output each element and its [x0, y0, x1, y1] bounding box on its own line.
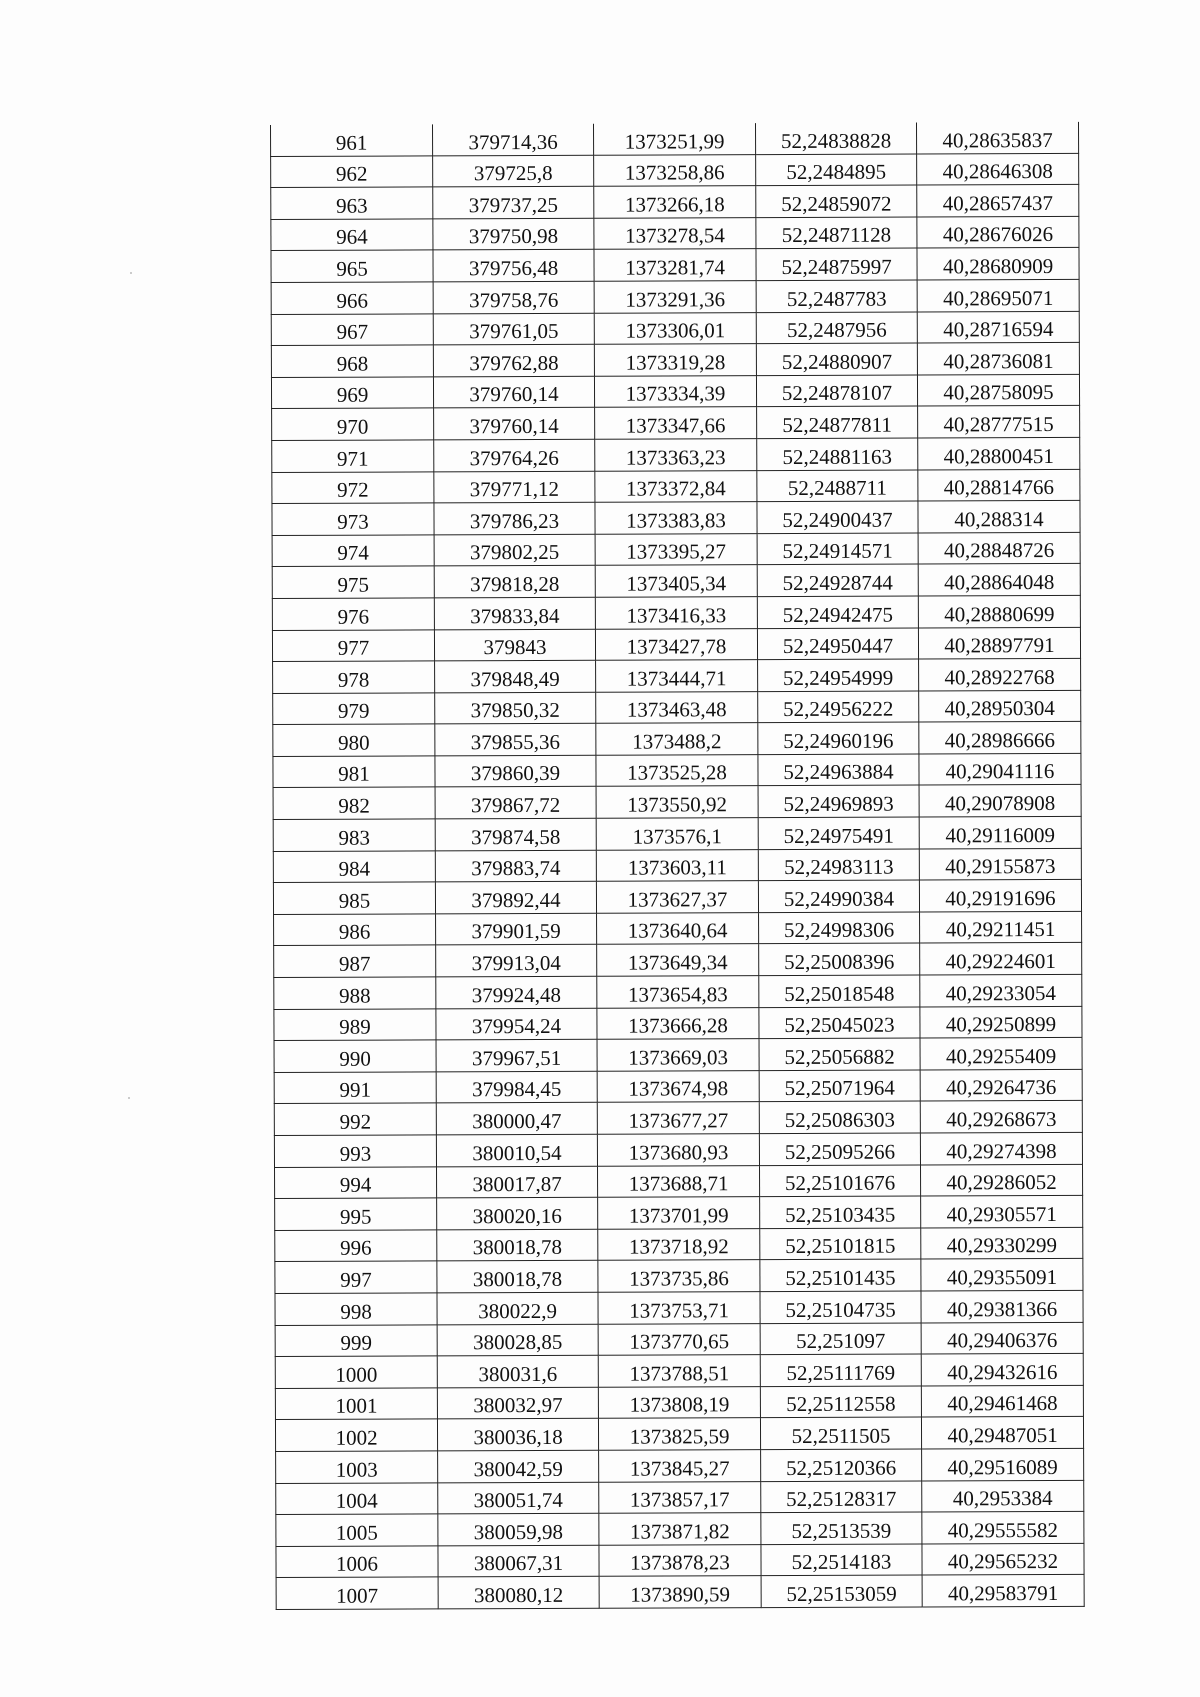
x-coordinate-cell: 379833,84 — [434, 597, 595, 629]
point-number-cell: 981 — [273, 756, 435, 788]
table-row — [274, 1006, 1082, 1041]
latitude-cell: 52,24914571 — [757, 533, 918, 565]
point-number-cell: 983 — [273, 819, 435, 851]
table-row — [275, 1417, 1083, 1452]
point-number-cell: 978 — [273, 661, 435, 693]
latitude-cell: 52,25153059 — [761, 1575, 922, 1607]
longitude-cell: 40,28864048 — [918, 564, 1080, 596]
point-number-cell: 979 — [273, 693, 435, 725]
table-row — [274, 943, 1082, 978]
point-number-cell: 976 — [272, 598, 434, 630]
y-coordinate-cell: 1373649,34 — [597, 944, 759, 976]
point-number-cell: 966 — [271, 282, 433, 314]
x-coordinate-cell: 380017,87 — [437, 1166, 598, 1198]
table-row — [273, 722, 1081, 757]
table-row — [274, 1069, 1082, 1104]
y-coordinate-cell: 1373669,03 — [597, 1039, 759, 1071]
longitude-cell: 40,29381366 — [921, 1290, 1083, 1322]
latitude-cell: 52,2484895 — [756, 154, 917, 186]
y-coordinate-cell: 1373688,71 — [597, 1165, 759, 1197]
table-row — [275, 1164, 1083, 1199]
point-number-cell: 963 — [271, 187, 433, 219]
longitude-cell: 40,29305571 — [921, 1196, 1083, 1228]
y-coordinate-cell: 1373291,36 — [594, 281, 756, 313]
point-number-cell: 1001 — [275, 1388, 437, 1420]
table-row — [275, 1290, 1083, 1325]
longitude-cell: 40,28635837 — [916, 122, 1078, 154]
point-number-cell: 998 — [275, 1293, 437, 1325]
longitude-cell: 40,29078908 — [919, 785, 1081, 817]
x-coordinate-cell: 379954,24 — [436, 1008, 597, 1040]
table-row — [275, 1196, 1083, 1231]
longitude-cell: 40,288314 — [918, 501, 1080, 533]
x-coordinate-cell: 379714,36 — [432, 124, 593, 156]
x-coordinate-cell: 380022,9 — [437, 1292, 598, 1324]
latitude-cell: 52,251097 — [760, 1323, 921, 1355]
coordinates-table — [270, 122, 1085, 1610]
table-row — [271, 153, 1079, 188]
y-coordinate-cell: 1373677,27 — [597, 1102, 759, 1134]
latitude-cell: 52,25103435 — [760, 1196, 921, 1228]
y-coordinate-cell: 1373550,92 — [596, 786, 758, 818]
x-coordinate-cell: 379901,59 — [436, 913, 597, 945]
table-row — [275, 1385, 1083, 1420]
longitude-cell: 40,28646308 — [917, 153, 1079, 185]
table-row — [273, 690, 1081, 725]
x-coordinate-cell: 379760,14 — [434, 408, 595, 440]
latitude-cell: 52,25056882 — [759, 1038, 920, 1070]
longitude-cell: 40,29286052 — [920, 1164, 1082, 1196]
y-coordinate-cell: 1373488,2 — [596, 723, 758, 755]
x-coordinate-cell: 380032,97 — [437, 1387, 598, 1419]
y-coordinate-cell: 1373674,98 — [597, 1070, 759, 1102]
latitude-cell: 52,24859072 — [756, 185, 917, 217]
point-number-cell: 1003 — [276, 1451, 438, 1483]
y-coordinate-cell: 1373525,28 — [596, 755, 758, 787]
x-coordinate-cell: 379883,74 — [435, 850, 596, 882]
y-coordinate-cell: 1373266,18 — [594, 186, 756, 218]
y-coordinate-cell: 1373845,27 — [599, 1450, 761, 1482]
x-coordinate-cell: 379771,12 — [434, 471, 595, 503]
point-number-cell: 967 — [271, 313, 433, 345]
table-row — [271, 185, 1079, 220]
x-coordinate-cell: 380067,31 — [438, 1545, 599, 1577]
table-row — [274, 1132, 1082, 1167]
point-number-cell: 975 — [272, 566, 434, 598]
longitude-cell: 40,28880699 — [918, 595, 1080, 627]
y-coordinate-cell: 1373576,1 — [596, 818, 758, 850]
table-row — [272, 532, 1080, 567]
point-number-cell: 964 — [271, 219, 433, 251]
x-coordinate-cell: 379758,76 — [433, 281, 594, 313]
longitude-cell: 40,29461468 — [921, 1385, 1083, 1417]
table-row — [274, 1038, 1082, 1073]
y-coordinate-cell: 1373395,27 — [595, 533, 757, 565]
longitude-cell: 40,29116009 — [919, 816, 1081, 848]
x-coordinate-cell: 379750,98 — [433, 218, 594, 250]
latitude-cell: 52,24838828 — [755, 123, 916, 155]
point-number-cell: 993 — [274, 1135, 436, 1167]
table-row — [273, 816, 1081, 851]
point-number-cell: 1002 — [275, 1419, 437, 1451]
table-row — [272, 437, 1080, 472]
longitude-cell: 40,29274398 — [920, 1132, 1082, 1164]
table-row — [273, 753, 1081, 788]
latitude-cell: 52,25101676 — [759, 1165, 920, 1197]
x-coordinate-cell: 380020,16 — [437, 1197, 598, 1229]
x-coordinate-cell: 379737,25 — [433, 186, 594, 218]
latitude-cell: 52,24998306 — [759, 912, 920, 944]
y-coordinate-cell: 1373654,83 — [597, 976, 759, 1008]
longitude-cell: 40,28676026 — [917, 216, 1079, 248]
longitude-cell: 40,28986666 — [919, 722, 1081, 754]
x-coordinate-cell: 380036,18 — [437, 1419, 598, 1451]
y-coordinate-cell: 1373383,83 — [595, 502, 757, 534]
y-coordinate-cell: 1373627,37 — [596, 881, 758, 913]
longitude-cell: 40,29041116 — [919, 753, 1081, 785]
latitude-cell: 52,24956222 — [758, 691, 919, 723]
table-row — [275, 1322, 1083, 1357]
longitude-cell: 40,28950304 — [919, 690, 1081, 722]
table-row — [272, 595, 1080, 630]
latitude-cell: 52,24928744 — [757, 564, 918, 596]
latitude-cell: 52,24900437 — [757, 501, 918, 533]
longitude-cell: 40,29555582 — [922, 1512, 1084, 1544]
y-coordinate-cell: 1373427,78 — [595, 628, 757, 660]
y-coordinate-cell: 1373718,92 — [598, 1228, 760, 1260]
x-coordinate-cell: 380000,47 — [436, 1103, 597, 1135]
point-number-cell: 968 — [271, 345, 433, 377]
x-coordinate-cell: 379867,72 — [435, 787, 596, 819]
x-coordinate-cell: 380028,85 — [437, 1324, 598, 1356]
latitude-cell: 52,25101815 — [760, 1228, 921, 1260]
point-number-cell: 999 — [275, 1324, 437, 1356]
longitude-cell: 40,28736081 — [917, 343, 1079, 375]
x-coordinate-cell: 379818,28 — [434, 566, 595, 598]
x-coordinate-cell: 379802,25 — [434, 534, 595, 566]
x-coordinate-cell: 380018,78 — [437, 1261, 598, 1293]
y-coordinate-cell: 1373334,39 — [594, 375, 756, 407]
x-coordinate-cell: 380018,78 — [437, 1229, 598, 1261]
y-coordinate-cell: 1373405,34 — [595, 565, 757, 597]
point-number-cell: 973 — [272, 503, 434, 535]
y-coordinate-cell: 1373701,99 — [598, 1197, 760, 1229]
y-coordinate-cell: 1373363,23 — [595, 439, 757, 471]
x-coordinate-cell: 379855,36 — [435, 724, 596, 756]
table-row — [274, 974, 1082, 1009]
x-coordinate-cell: 379860,39 — [435, 755, 596, 787]
y-coordinate-cell: 1373444,71 — [596, 660, 758, 692]
point-number-cell: 988 — [274, 977, 436, 1009]
y-coordinate-cell: 1373463,48 — [596, 691, 758, 723]
longitude-cell: 40,29565232 — [922, 1543, 1084, 1575]
longitude-cell: 40,28922768 — [919, 658, 1081, 690]
point-number-cell: 961 — [271, 124, 433, 156]
longitude-cell: 40,29233054 — [920, 974, 1082, 1006]
longitude-cell: 40,29432616 — [921, 1354, 1083, 1386]
x-coordinate-cell: 380059,98 — [438, 1513, 599, 1545]
longitude-cell: 40,29224601 — [920, 943, 1082, 975]
longitude-cell: 40,29330299 — [921, 1227, 1083, 1259]
table-row — [275, 1227, 1083, 1262]
point-number-cell: 992 — [274, 1103, 436, 1135]
point-number-cell: 1005 — [276, 1514, 438, 1546]
point-number-cell: 974 — [272, 535, 434, 567]
point-number-cell: 969 — [271, 377, 433, 409]
table-row — [276, 1575, 1084, 1610]
x-coordinate-cell: 379874,58 — [435, 818, 596, 850]
y-coordinate-cell: 1373603,11 — [596, 849, 758, 881]
latitude-cell: 52,2487783 — [756, 280, 917, 312]
x-coordinate-cell: 379843 — [434, 629, 595, 661]
longitude-cell: 40,28848726 — [918, 532, 1080, 564]
y-coordinate-cell: 1373808,19 — [598, 1386, 760, 1418]
table-row — [272, 469, 1080, 504]
y-coordinate-cell: 1373878,23 — [599, 1544, 761, 1576]
point-number-cell: 994 — [275, 1166, 437, 1198]
y-coordinate-cell: 1373680,93 — [597, 1134, 759, 1166]
y-coordinate-cell: 1373416,33 — [595, 597, 757, 629]
latitude-cell: 52,24950447 — [757, 628, 918, 660]
y-coordinate-cell: 1373825,59 — [598, 1418, 760, 1450]
x-coordinate-cell: 379913,04 — [436, 945, 597, 977]
y-coordinate-cell: 1373319,28 — [594, 344, 756, 376]
x-coordinate-cell: 379761,05 — [433, 313, 594, 345]
table-row — [272, 627, 1080, 662]
point-number-cell: 977 — [272, 629, 434, 661]
latitude-cell: 52,25008396 — [759, 943, 920, 975]
latitude-cell: 52,24983113 — [758, 849, 919, 881]
x-coordinate-cell: 379892,44 — [435, 882, 596, 914]
point-number-cell: 987 — [274, 945, 436, 977]
table-row — [271, 311, 1079, 346]
y-coordinate-cell: 1373890,59 — [599, 1576, 761, 1608]
table-row — [272, 501, 1080, 536]
longitude-cell: 40,29155873 — [919, 848, 1081, 880]
table-row — [271, 216, 1079, 251]
longitude-cell: 40,28657437 — [917, 185, 1079, 217]
table-row — [273, 848, 1081, 883]
latitude-cell: 52,2488711 — [757, 470, 918, 502]
coordinates-table-body — [271, 122, 1085, 1609]
y-coordinate-cell: 1373306,01 — [594, 312, 756, 344]
latitude-cell: 52,24954999 — [758, 659, 919, 691]
latitude-cell: 52,25112558 — [760, 1386, 921, 1418]
y-coordinate-cell: 1373251,99 — [593, 123, 755, 155]
point-number-cell: 989 — [274, 1008, 436, 1040]
latitude-cell: 52,24881163 — [757, 438, 918, 470]
longitude-cell: 40,28758095 — [917, 374, 1079, 406]
latitude-cell: 52,24990384 — [758, 880, 919, 912]
longitude-cell: 40,29255409 — [920, 1038, 1082, 1070]
latitude-cell: 52,24875997 — [756, 248, 917, 280]
table-row — [273, 785, 1081, 820]
latitude-cell: 52,25128317 — [761, 1481, 922, 1513]
longitude-cell: 40,28800451 — [918, 437, 1080, 469]
longitude-cell: 40,28716594 — [917, 311, 1079, 343]
scan-speck — [130, 272, 132, 274]
point-number-cell: 1000 — [275, 1356, 437, 1388]
table-row — [271, 122, 1079, 156]
longitude-cell: 40,29583791 — [922, 1575, 1084, 1607]
latitude-cell: 52,24963884 — [758, 754, 919, 786]
point-number-cell: 1004 — [276, 1482, 438, 1514]
y-coordinate-cell: 1373770,65 — [598, 1323, 760, 1355]
table-row — [272, 406, 1080, 441]
latitude-cell: 52,25111769 — [760, 1354, 921, 1386]
table-row — [274, 1101, 1082, 1136]
latitude-cell: 52,25018548 — [759, 975, 920, 1007]
longitude-cell: 40,28814766 — [918, 469, 1080, 501]
longitude-cell: 40,29264736 — [920, 1069, 1082, 1101]
point-number-cell: 980 — [273, 724, 435, 756]
latitude-cell: 52,25095266 — [759, 1133, 920, 1165]
point-number-cell: 995 — [275, 1198, 437, 1230]
point-number-cell: 982 — [273, 787, 435, 819]
point-number-cell: 997 — [275, 1261, 437, 1293]
y-coordinate-cell: 1373666,28 — [597, 1007, 759, 1039]
longitude-cell: 40,28897791 — [918, 627, 1080, 659]
point-number-cell: 962 — [271, 155, 433, 187]
point-number-cell: 985 — [273, 882, 435, 914]
x-coordinate-cell: 379756,48 — [433, 250, 594, 282]
x-coordinate-cell: 379725,8 — [433, 155, 594, 187]
x-coordinate-cell: 379764,26 — [434, 439, 595, 471]
table-row — [273, 880, 1081, 915]
table-row — [276, 1480, 1084, 1515]
table-row — [276, 1543, 1084, 1578]
point-number-cell: 991 — [274, 1072, 436, 1104]
y-coordinate-cell: 1373871,82 — [599, 1513, 761, 1545]
longitude-cell: 40,29211451 — [920, 911, 1082, 943]
table-row — [271, 343, 1079, 378]
table-row — [271, 374, 1079, 409]
latitude-cell: 52,25045023 — [759, 1007, 920, 1039]
latitude-cell: 52,2514183 — [761, 1544, 922, 1576]
latitude-cell: 52,25086303 — [759, 1101, 920, 1133]
point-number-cell: 990 — [274, 1040, 436, 1072]
longitude-cell: 40,28695071 — [917, 279, 1079, 311]
longitude-cell: 40,29516089 — [922, 1448, 1084, 1480]
latitude-cell: 52,25071964 — [759, 1070, 920, 1102]
x-coordinate-cell: 379984,45 — [436, 1071, 597, 1103]
point-number-cell: 996 — [275, 1230, 437, 1262]
point-number-cell: 972 — [272, 471, 434, 503]
latitude-cell: 52,24942475 — [757, 596, 918, 628]
table-row — [271, 248, 1079, 283]
latitude-cell: 52,24969893 — [758, 785, 919, 817]
x-coordinate-cell: 379786,23 — [434, 502, 595, 534]
longitude-cell: 40,29268673 — [920, 1101, 1082, 1133]
latitude-cell: 52,2513539 — [761, 1512, 922, 1544]
scan-speck — [128, 1097, 130, 1099]
x-coordinate-cell: 379924,48 — [436, 976, 597, 1008]
y-coordinate-cell: 1373640,64 — [597, 912, 759, 944]
x-coordinate-cell: 380010,54 — [436, 1134, 597, 1166]
table-row — [273, 658, 1081, 693]
y-coordinate-cell: 1373258,86 — [594, 154, 756, 186]
y-coordinate-cell: 1373735,86 — [598, 1260, 760, 1292]
latitude-cell: 52,24975491 — [758, 817, 919, 849]
x-coordinate-cell: 379760,14 — [433, 376, 594, 408]
point-number-cell: 984 — [273, 851, 435, 883]
longitude-cell: 40,2953384 — [922, 1480, 1084, 1512]
longitude-cell: 40,29191696 — [919, 880, 1081, 912]
x-coordinate-cell: 379850,32 — [435, 692, 596, 724]
latitude-cell: 52,2487956 — [756, 312, 917, 344]
longitude-cell: 40,29406376 — [921, 1322, 1083, 1354]
table-row — [274, 911, 1082, 946]
point-number-cell: 1006 — [276, 1546, 438, 1578]
longitude-cell: 40,29355091 — [921, 1259, 1083, 1291]
x-coordinate-cell: 380080,12 — [438, 1577, 599, 1609]
latitude-cell: 52,25120366 — [761, 1449, 922, 1481]
point-number-cell: 986 — [274, 914, 436, 946]
latitude-cell: 52,25101435 — [760, 1259, 921, 1291]
latitude-cell: 52,24880907 — [756, 343, 917, 375]
point-number-cell: 970 — [272, 408, 434, 440]
point-number-cell: 1007 — [276, 1577, 438, 1609]
y-coordinate-cell: 1373347,66 — [595, 407, 757, 439]
x-coordinate-cell: 379848,49 — [435, 660, 596, 692]
latitude-cell: 52,24871128 — [756, 217, 917, 249]
y-coordinate-cell: 1373788,51 — [598, 1355, 760, 1387]
latitude-cell: 52,24960196 — [758, 722, 919, 754]
longitude-cell: 40,28680909 — [917, 248, 1079, 280]
y-coordinate-cell: 1373372,84 — [595, 470, 757, 502]
y-coordinate-cell: 1373857,17 — [599, 1481, 761, 1513]
x-coordinate-cell: 380042,59 — [438, 1450, 599, 1482]
table-row — [276, 1512, 1084, 1547]
point-number-cell: 971 — [272, 440, 434, 472]
y-coordinate-cell: 1373278,54 — [594, 217, 756, 249]
x-coordinate-cell: 380051,74 — [438, 1482, 599, 1514]
longitude-cell: 40,28777515 — [918, 406, 1080, 438]
latitude-cell: 52,24878107 — [756, 375, 917, 407]
table-row — [275, 1259, 1083, 1294]
x-coordinate-cell: 380031,6 — [437, 1355, 598, 1387]
table-row — [271, 279, 1079, 314]
y-coordinate-cell: 1373281,74 — [594, 249, 756, 281]
latitude-cell: 52,25104735 — [760, 1291, 921, 1323]
table-row — [276, 1448, 1084, 1483]
table-row — [275, 1354, 1083, 1389]
longitude-cell: 40,29487051 — [921, 1417, 1083, 1449]
x-coordinate-cell: 379967,51 — [436, 1039, 597, 1071]
y-coordinate-cell: 1373753,71 — [598, 1292, 760, 1324]
x-coordinate-cell: 379762,88 — [433, 344, 594, 376]
latitude-cell: 52,2511505 — [760, 1417, 921, 1449]
latitude-cell: 52,24877811 — [757, 406, 918, 438]
point-number-cell: 965 — [271, 250, 433, 282]
longitude-cell: 40,29250899 — [920, 1006, 1082, 1038]
table-row — [272, 564, 1080, 599]
